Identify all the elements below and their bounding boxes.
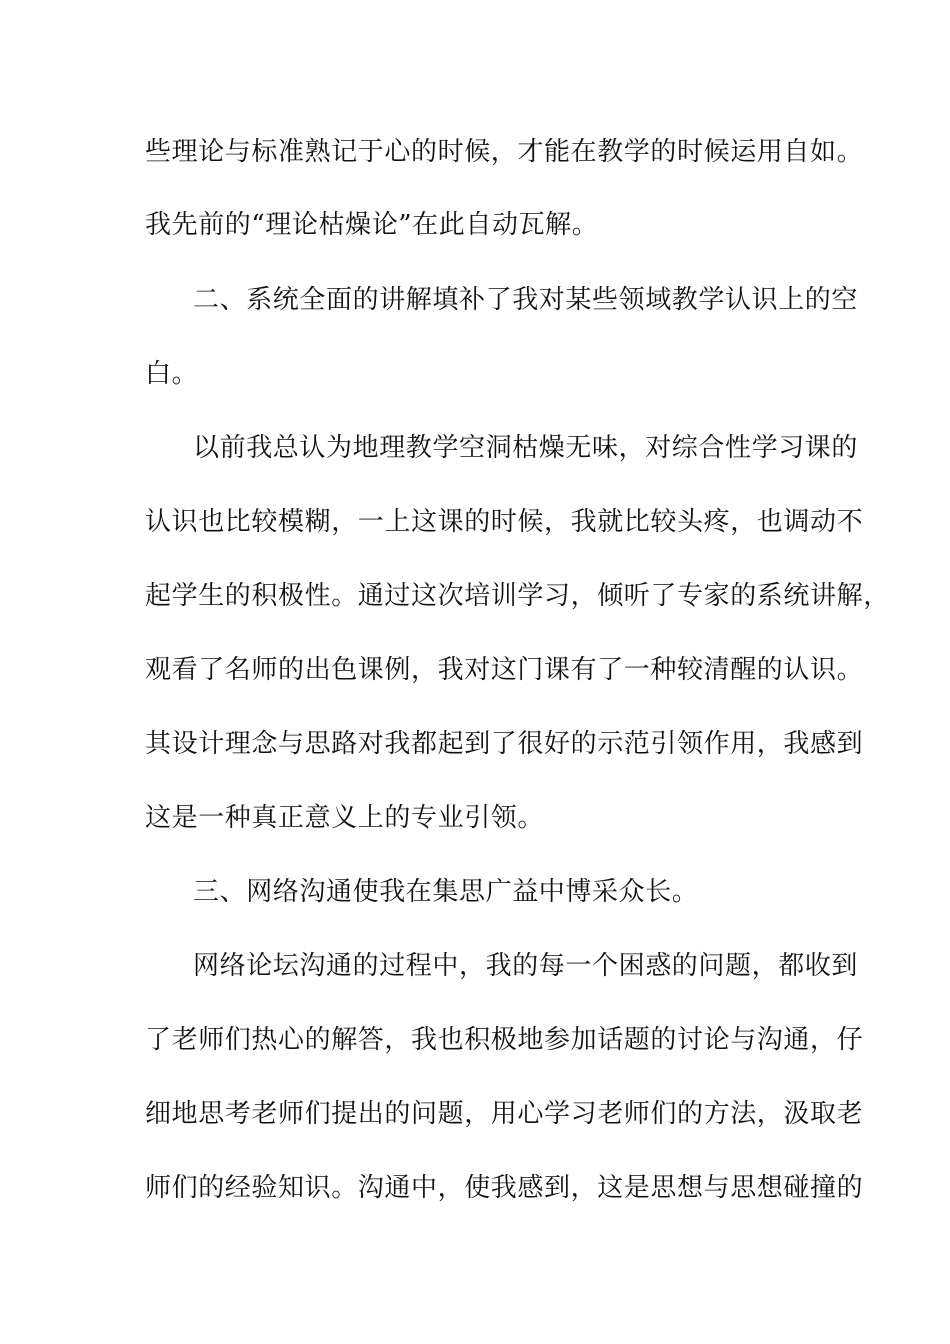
text-line: 起学生的积极性。通过这次培训学习，倾听了专家的系统讲解， bbox=[145, 581, 890, 611]
text-line: 白。 bbox=[145, 359, 199, 389]
text-line: 这是一种真正意义上的专业引领。 bbox=[145, 803, 545, 833]
section-heading-3: 三、网络沟通使我在集思广益中博采众长。 bbox=[193, 877, 699, 907]
text-line: 些理论与标准熟记于心的时候，才能在教学的时候运用自如。 bbox=[145, 137, 864, 167]
text-line: 观看了名师的出色课例，我对这门课有了一种较清醒的认识。 bbox=[145, 655, 864, 685]
text-line: 其设计理念与思路对我都起到了很好的示范引领作用，我感到 bbox=[145, 729, 864, 759]
paragraph-start: 网络论坛沟通的过程中，我的每一个困惑的问题，都收到 bbox=[193, 951, 859, 981]
text-line: 认识也比较模糊，一上这课的时候，我就比较头疼，也调动不 bbox=[145, 507, 864, 537]
paragraph-start: 以前我总认为地理教学空洞枯燥无味，对综合性学习课的 bbox=[193, 433, 859, 463]
text-line: 了老师们热心的解答，我也积极地参加话题的讨论与沟通，仔 bbox=[145, 1025, 864, 1055]
text-line: 我先前的“理论枯燥论”在此自动瓦解。 bbox=[145, 210, 599, 240]
text-line: 师们的经验知识。沟通中，使我感到，这是思想与思想碰撞的 bbox=[145, 1173, 864, 1203]
text-line: 细地思考老师们提出的问题，用心学习老师们的方法，汲取老 bbox=[145, 1099, 864, 1129]
section-heading-2: 二、系统全面的讲解填补了我对某些领域教学认识上的空 bbox=[193, 285, 859, 315]
